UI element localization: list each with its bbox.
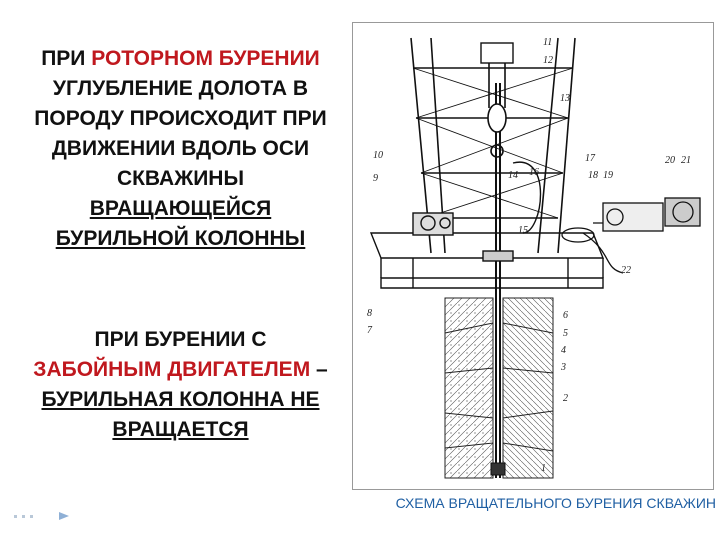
text-line: СКВАЖИНЫ xyxy=(116,167,245,190)
text-line: УГЛУБЛЕНИЕ ДОЛОТА В xyxy=(52,77,309,100)
mud-pump xyxy=(562,198,700,273)
label-18: 18 xyxy=(588,170,598,181)
rotary-drilling-text xyxy=(8,44,353,254)
label-10: 10 xyxy=(373,150,383,161)
underlined-text: ВРАЩАЮЩЕЙСЯ xyxy=(89,197,272,220)
rig-floor xyxy=(371,213,603,288)
label-12: 12 xyxy=(543,55,553,66)
underlined-text: ВРАЩАЕТСЯ xyxy=(112,418,249,441)
text-line: ПРИ БУРЕНИИ С xyxy=(94,328,267,351)
label-20: 20 xyxy=(665,155,675,166)
label-11: 11 xyxy=(543,37,553,48)
label-16: 16 xyxy=(529,167,539,178)
label-13: 13 xyxy=(560,93,570,104)
label-5: 5 xyxy=(563,328,568,339)
highlight-downhole-motor: ЗАБОЙНЫМ ДВИГАТЕЛЕМ xyxy=(33,358,311,381)
label-6: 6 xyxy=(563,310,568,321)
text-line: ПРИ xyxy=(41,47,92,70)
underlined-text: БУРИЛЬНАЯ КОЛОННА НЕ xyxy=(41,388,320,411)
downhole-motor-text xyxy=(8,325,353,445)
label-15: 15 xyxy=(518,225,528,236)
text-line: ДВИЖЕНИИ ВДОЛЬ ОСИ xyxy=(51,137,310,160)
slide-nav-icon[interactable] xyxy=(14,510,74,522)
underlined-text: БУРИЛЬНОЙ КОЛОННЫ xyxy=(55,227,306,250)
drilling-rig-diagram xyxy=(352,22,714,490)
label-19: 19 xyxy=(603,170,613,181)
rig-drawing xyxy=(353,23,713,489)
label-1: 1 xyxy=(541,463,546,474)
label-7: 7 xyxy=(367,325,372,336)
label-9: 9 xyxy=(373,173,378,184)
highlight-rotary: РОТОРНОМ БУРЕНИИ xyxy=(91,47,320,70)
label-8: 8 xyxy=(367,308,372,319)
diagram-caption: СХЕМА ВРАЩАТЕЛЬНОГО БУРЕНИЯ СКВАЖИН xyxy=(395,495,716,511)
label-4: 4 xyxy=(561,345,566,356)
label-2: 2 xyxy=(563,393,568,404)
label-17: 17 xyxy=(585,153,595,164)
text-line: ПОРОДУ ПРОИСХОДИТ ПРИ xyxy=(34,107,327,130)
label-3: 3 xyxy=(561,362,566,373)
text-dash: – xyxy=(310,358,328,381)
label-22: 22 xyxy=(621,265,631,276)
label-21: 21 xyxy=(681,155,691,166)
label-14: 14 xyxy=(508,170,518,181)
